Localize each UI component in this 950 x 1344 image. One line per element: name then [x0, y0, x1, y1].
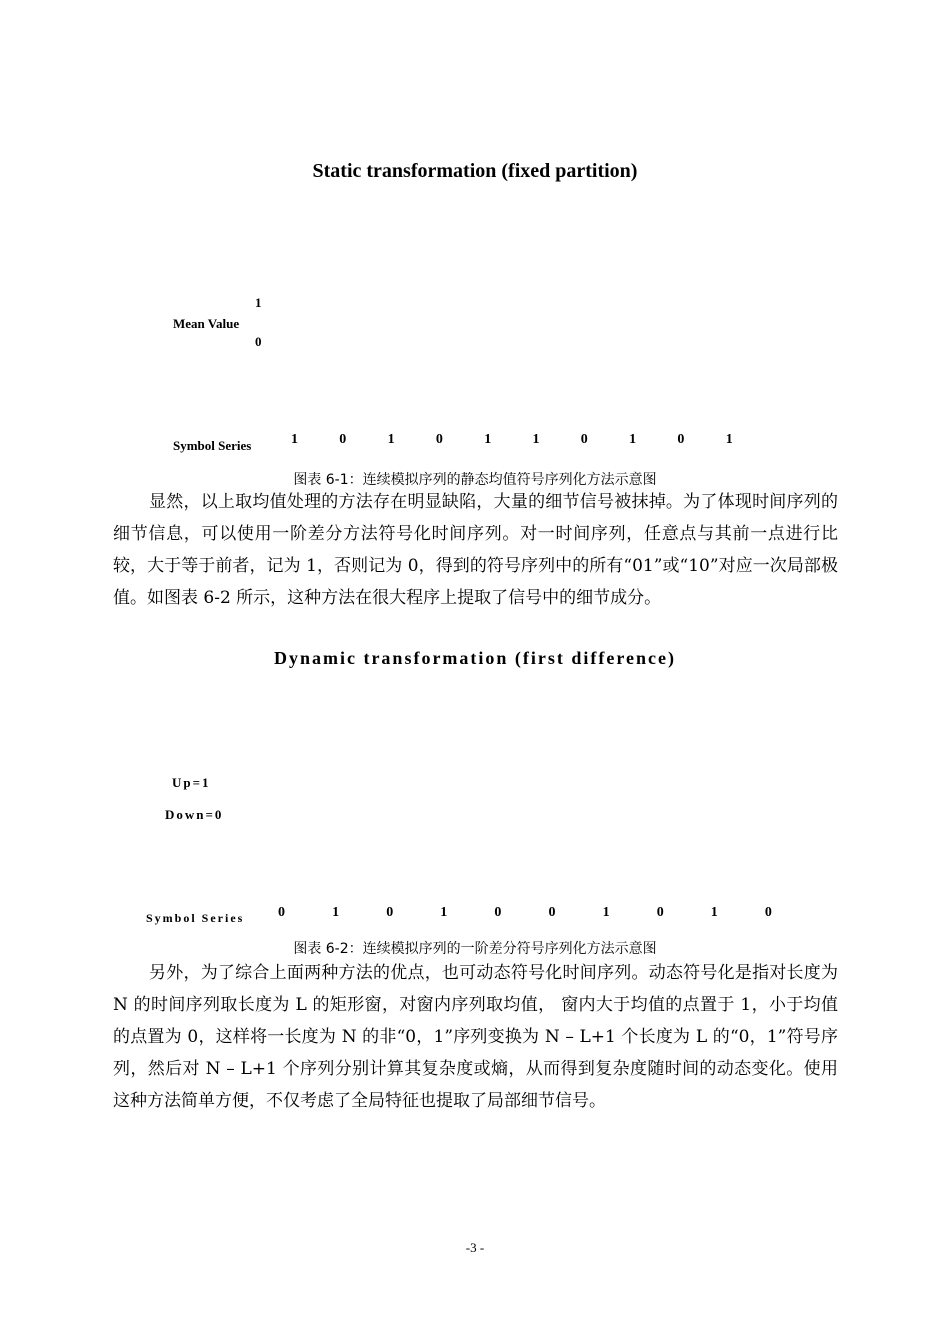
figure1-symbol-2: 0: [339, 432, 347, 447]
figure2-symbol-5: 0: [494, 905, 502, 920]
figure2-title: Dynamic transformation (first difference): [273, 648, 677, 668]
figure1-symbol-1: 1: [291, 432, 298, 447]
figure1-symbol-8: 1: [629, 432, 637, 447]
figure1-caption: 图表 6-1：连续模拟序列的静态均值符号序列化方法示意图: [293, 472, 657, 488]
figure1-symbol-9: 0: [677, 432, 685, 447]
figure2-up-label: Up=1: [172, 775, 211, 790]
figure2-down-label: Down=0: [165, 807, 224, 822]
figure1-y-axis-label: Mean Value: [173, 316, 240, 331]
figure2-symbol-1: 0: [278, 905, 285, 920]
figure1-symbol-10: 1: [725, 432, 733, 447]
figure2-symbol-9: 1: [710, 905, 718, 920]
figure2-symbol-series-label: Symbol Series: [146, 911, 245, 925]
figure1-symbol-3: 1: [387, 432, 395, 447]
figure2-caption: 图表 6-2：连续模拟序列的一阶差分符号序列化方法示意图: [293, 941, 657, 957]
figure2-symbol-8: 0: [656, 905, 664, 920]
body-paragraph-2: 另外，为了综合上面两种方法的优点，也可动态符号化时间序列。动态符号化是指对长度为 N 的时间序列取长度为 L 的矩形窗，对窗内序列取均值， 窗内大于均值的点置于 1，小于均值的点置为 0，这样将一长度为 N 的非“0，1”序列变换为 N – L+1 个长度为 L 的“0，1”符号序列，然后对 N – L+1 个序列分别计算其复杂度或熵，从而得到复杂度随时间的动态变化。使用这种方法简单方便，不仅考虑了全局特征也提取了局部细节信号。: [113, 963, 838, 1111]
figure2-symbol-2: 1: [332, 905, 340, 920]
figure2-symbol-6: 0: [548, 905, 556, 920]
figure2-symbol-7: 1: [602, 905, 610, 920]
figure1-symbol-5: 1: [484, 432, 492, 447]
figure1-symbol-6: 1: [532, 432, 540, 447]
figure2-symbol-3: 0: [386, 905, 394, 920]
figure1-symbol-7: 0: [580, 432, 588, 447]
figure1-symbol-4: 0: [435, 432, 443, 447]
page-number: -3 -: [465, 1240, 485, 1255]
figure1-symbol-series-label: Symbol Series: [173, 438, 252, 453]
figure1-title: Static transformation (fixed partition): [312, 160, 638, 182]
figure2-symbol-10: 0: [764, 905, 772, 920]
figure1-y-tick-1: 1: [255, 295, 262, 310]
body-paragraph-1: 显然，以上取均值处理的方法存在明显缺陷，大量的细节信号被抹掉。为了体现时间序列的细节信息，可以使用一阶差分方法符号化时间序列。对一时间序列，任意点与其前一点进行比较，大于等于前者，记为 1，否则记为 0，得到的符号序列中的所有“01”或“10”对应一次局部极值。如图表 6-2 所示，这种方法在很大程序上提取了信号中的细节成分。: [113, 492, 838, 608]
figure1-y-tick-0: 0: [255, 334, 262, 349]
figure2-symbol-4: 1: [440, 905, 448, 920]
